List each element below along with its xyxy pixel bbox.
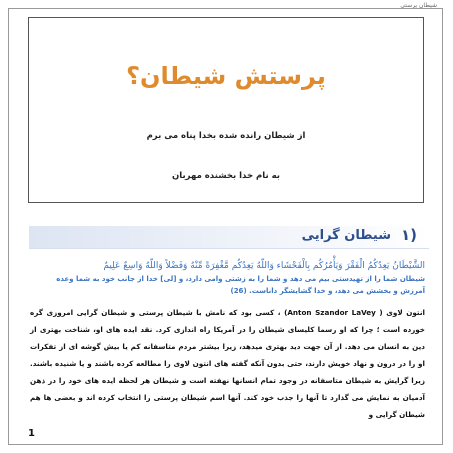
title-box (28, 17, 424, 203)
section-number: (۱ (400, 226, 417, 244)
basmala-line: به نام خدا بخشنده مهربان (172, 171, 280, 181)
verse-translation: شیطان شما را از تهیدستی بیم می دهد و شما را به زشتی وامی دارد، و [لی] خدا از جانب خود به شما وعده آمرزش و بخشش می دهد، و خدا گشایشگر داناست. (26) (56, 275, 425, 295)
quran-verse: الشَّيْطَانُ يَعِدُكُمُ الْفَقْرَ وَيَأْمُرُكُم بِالْفَحْشَاء وَاللّهُ يَعِدُكُم مَّغْفِرَةً مِّنْهُ وَفَضْلاً وَاللّهُ وَاسِعٌ عَلِيمٌ (103, 261, 425, 271)
document-title: پرستش شیطان؟ (126, 62, 326, 90)
section-title: شیطان گرایی (301, 228, 391, 243)
body-paragraph: انتون لاوی ( Anton Szandor LaVey) ، کسی بود که نامش با شیطان پرستی و شیطان گرایی امروزی گره خورده است ؛ چرا که او رسما کلیسای شیطان را در آمریکا راه اندازی کرد. نقد ایده های او، شناخت بهتری از دین به انسان می دهد. از آن جهت دید بهتری میدهد، زیرا بیشتر مردم متاسفانه کم یا بیش گوشه ای از تفکرات او را در درون و نهاد خویش دارند، حتی بدون آنکه گفته های انتون لاوی را مطالعه کرده باشند و یا شنیده باشند. زیرا گرایش به شیطان متاسفانه در وجود تمام انسانها نهفته است و شیطان هر لحظه ایده های خود را در ذهن آدمیان به نمایش می گذارد تا آنها را جذب خود کند. آنها اسم شیطان پرستی را انتخاب کرده اند و بعضی ها هم شیطان گرایی و (30, 308, 425, 419)
section-heading (29, 226, 429, 249)
document-subtitle: از شیطان رانده شده بخدا پناه می برم (146, 131, 306, 141)
page-number: 1 (28, 428, 35, 439)
running-header: شیطان پرستی (400, 2, 437, 9)
